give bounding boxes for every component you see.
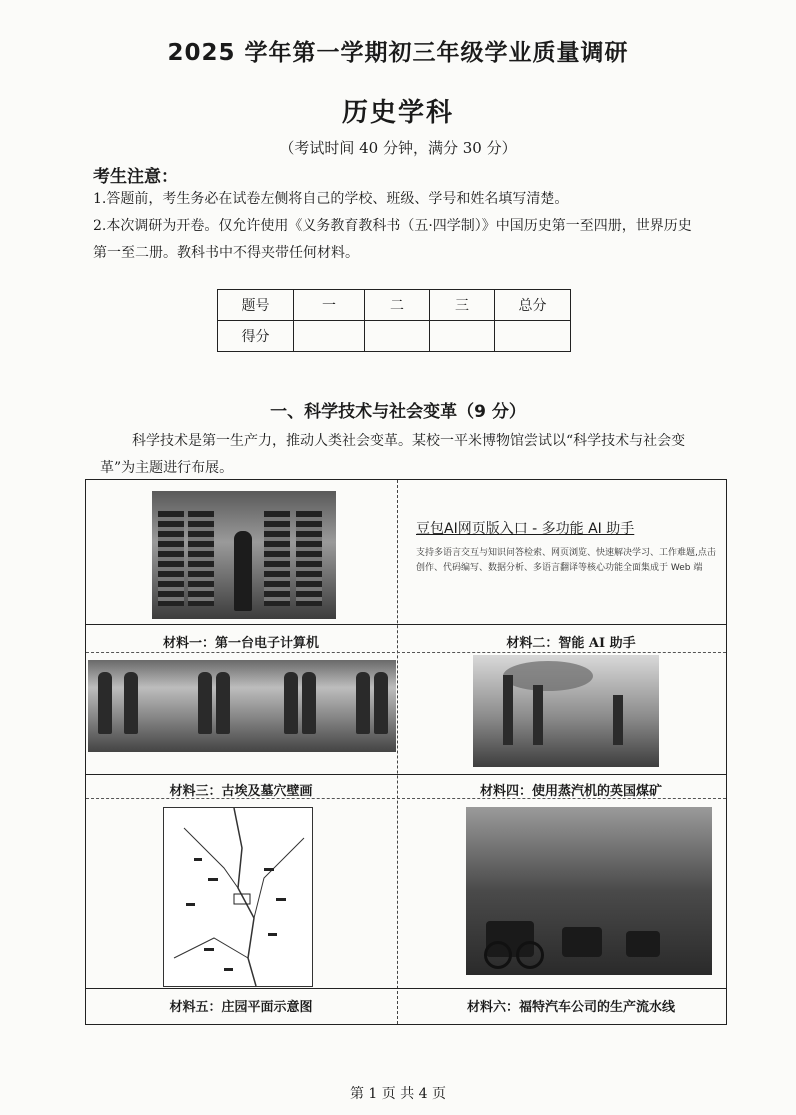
exam-title: 2025 学年第一学期初三年级学业质量调研 <box>167 40 629 66</box>
score-table <box>217 289 571 352</box>
score-input-q3 <box>430 321 495 352</box>
material-3-caption: 材料三：古埃及墓穴壁画 <box>169 784 313 799</box>
ai-webpage-title: 豆包AI网页版入口 - 多功能 AI 助手 <box>416 521 635 537</box>
material-5-caption: 材料五：庄园平面示意图 <box>169 1000 313 1015</box>
ford-assembly-line-photo <box>466 807 712 975</box>
row-divider <box>86 988 726 989</box>
exam-info: （考试时间 40 分钟，满分 30 分） <box>279 139 517 157</box>
notice-item-2: 2.本次调研为开卷。仅允许使用《义务教育教科书（五·四学制）》中国历史第一至四册，世界历史第一至二册。教科书中不得夹带任何材料。 <box>93 218 692 261</box>
egyptian-mural-image <box>88 660 396 752</box>
row-divider <box>86 652 726 653</box>
steam-coal-mine-image <box>473 655 659 767</box>
ai-assistant-webpage <box>416 518 716 576</box>
page-number: 第 1 页 共 4 页 <box>349 1086 447 1102</box>
subject-title: 历史学科 <box>341 98 454 128</box>
notice-item-1: 1.答题前，考生务必在试卷左侧将自己的学校、班级、学号和姓名填写清楚。 <box>93 191 569 207</box>
score-input-total <box>495 321 571 352</box>
material-6-caption: 材料六：福特汽车公司的生产流水线 <box>466 1000 675 1015</box>
ai-webpage-text: 支持多语言交互与知识问答检索、网页浏览、快速解决学习、工作难题,点击创作、代码编写、数据分析、多语言翻译等核心功能全面集成于 Web 端 <box>416 548 716 573</box>
manor-plan-drawing <box>164 808 312 986</box>
section-title: 一、科学技术与社会变革（9 分） <box>270 402 526 422</box>
notice-heading: 考生注意： <box>93 167 178 187</box>
column-divider <box>397 480 398 1024</box>
score-row-label: 得分 <box>218 321 294 352</box>
score-cell-q3: 三 <box>430 290 495 321</box>
section-intro: 科学技术是第一生产力，推动人类社会变革。某校一平米博物馆尝试以“科学技术与社会变革”为主题进行布展。 <box>100 433 686 476</box>
score-cell-total: 总分 <box>495 290 571 321</box>
row-divider <box>86 624 726 625</box>
eniac-computer-photo <box>152 491 336 619</box>
materials-grid <box>85 479 727 1025</box>
manor-plan-diagram <box>163 807 313 987</box>
score-cell-q1: 一 <box>294 290 365 321</box>
score-cell-label: 题号 <box>218 290 294 321</box>
score-table-header-row <box>218 290 571 321</box>
score-input-q1 <box>294 321 365 352</box>
material-4-caption: 材料四：使用蒸汽机的英国煤矿 <box>479 784 662 799</box>
material-2-caption: 材料二：智能 AI 助手 <box>506 636 636 651</box>
score-table-score-row <box>218 321 571 352</box>
score-input-q2 <box>365 321 430 352</box>
row-divider <box>86 774 726 775</box>
score-cell-q2: 二 <box>365 290 430 321</box>
material-1-caption: 材料一：第一台电子计算机 <box>162 636 319 651</box>
